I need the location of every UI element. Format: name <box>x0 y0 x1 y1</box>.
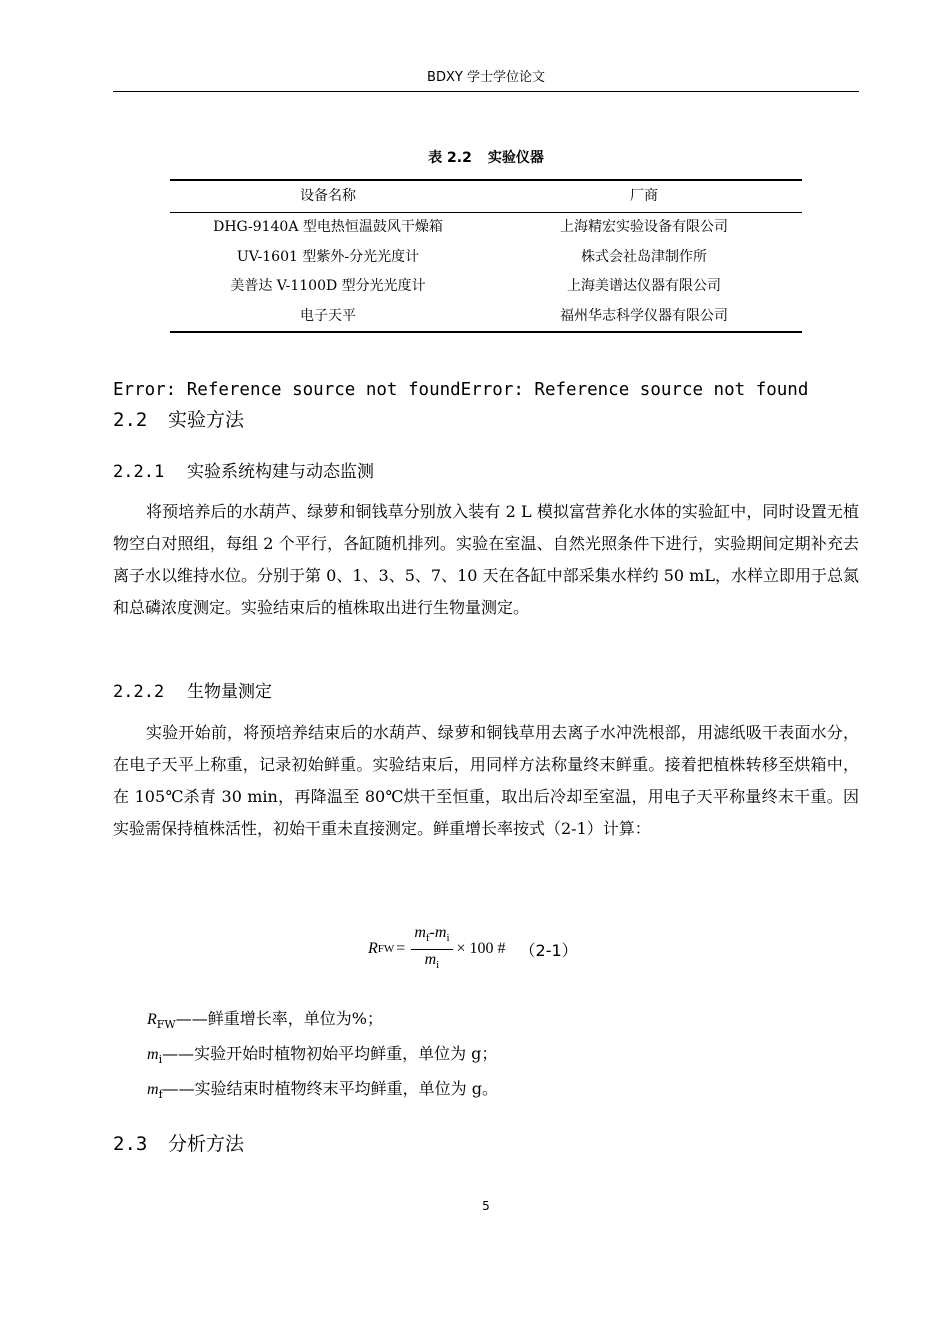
definition-symbol: R <box>147 1011 157 1028</box>
section-heading-2-2-1 <box>113 460 374 484</box>
formula-equals: = <box>396 940 406 957</box>
definition-symbol-sub: i <box>158 1053 163 1067</box>
definition-symbol: m <box>147 1046 159 1064</box>
table-caption-title: 实验仪器 <box>487 150 544 166</box>
table-cell-device: DHG-9140A 型电热恒温鼓风干燥箱 <box>213 219 443 235</box>
section-title: 实验系统构建与动态监测 <box>187 462 374 482</box>
definition-item <box>147 1039 498 1074</box>
section-heading-2-2-2 <box>113 680 272 704</box>
table-row <box>170 213 802 243</box>
definition-symbol-sub: FW <box>156 1018 176 1032</box>
definition-item <box>147 1004 498 1039</box>
definition-text: ——鲜重增长率，单位为%； <box>175 1009 383 1028</box>
equipment-table <box>170 179 802 333</box>
table-caption <box>170 149 802 167</box>
table-row <box>170 272 802 302</box>
formula-lhs-sub: FW <box>377 943 395 955</box>
formula-tail: × 100 # <box>456 940 506 957</box>
table-cell-device: UV-1601 型紫外-分光光度计 <box>236 248 420 265</box>
formula-equation-number: （2-1） <box>519 940 578 960</box>
section-heading-2-3 <box>113 1131 244 1157</box>
table-header-row <box>170 180 802 213</box>
symbol-definitions <box>147 1004 498 1110</box>
formula-lhs: R <box>368 940 378 957</box>
column-header-device: 设备名称 <box>170 180 486 213</box>
table-caption-number: 表 2.2 <box>428 150 472 166</box>
definition-text: ——实验开始时植物初始平均鲜重，单位为 g； <box>162 1044 498 1064</box>
definition-item <box>147 1074 498 1109</box>
definition-text: ——实验结束时植物终末平均鲜重，单位为 g。 <box>162 1079 498 1099</box>
table-cell-vendor: 福州华志科学仪器有限公司 <box>560 307 728 324</box>
section-number: 2.3 <box>113 1133 148 1155</box>
numerator-term-a: m <box>414 924 426 942</box>
paragraph-system-monitoring: 将预培养后的水葫芦、绿萝和铜钱草分别放入装有 2 L 模拟富营养化水体的实验缸中，同时设置无植物空白对照组，每组 2 个平行，各缸随机排列。实验在室温、自然光照条件下进行，实验期间定期补充去离子水以维持水位。分别于第 0、1、3、5、7、10 天在各缸中部采集水样约 50 mL，水样立即用于总氮和总磷浓度测定。实验结束后的植株取出进行生物量测定。 <box>113 502 859 617</box>
definition-symbol-sub: f <box>158 1088 163 1102</box>
table-cell-vendor: 上海美谱达仪器有限公司 <box>567 278 721 294</box>
section-number: 2.2.2 <box>113 682 165 702</box>
running-header: BDXY 学士学位论文 <box>113 70 859 92</box>
page-number: 5 <box>482 1199 490 1213</box>
numerator-term-b-sub: i <box>446 932 450 945</box>
definition-symbol: m <box>147 1081 159 1099</box>
section-number: 2.2 <box>113 409 148 431</box>
table-cell-vendor: 株式会社岛津制作所 <box>581 248 707 265</box>
table-row <box>170 302 802 333</box>
formula-denominator <box>425 950 440 975</box>
formula-fraction <box>411 923 452 974</box>
reference-error-text: Error: Reference source not foundError: Reference source not found <box>113 380 809 400</box>
formula-numerator <box>411 923 452 949</box>
section-title: 实验方法 <box>168 409 245 431</box>
section-number: 2.2.1 <box>113 462 165 482</box>
numerator-term-a-sub: f <box>425 932 430 945</box>
paragraph-biomass: 实验开始前，将预培养结束后的水葫芦、绿萝和铜钱草用去离子水冲洗根部，用滤纸吸干表面水分，在电子天平上称重，记录初始鲜重。实验结束后，用同样方法称量终末鲜重。接着把植株转移至烘箱中，在 105℃杀青 30 min，再降温至 80℃烘干至恒重，取出后冷却至室温，用电子天平称量终末干重。因实验需保持植株活性，初始干重未直接测定。鲜重增长率按式（2-1）计算： <box>113 723 859 838</box>
table-cell-vendor: 上海精宏实验设备有限公司 <box>560 219 728 235</box>
numerator-minus: - <box>429 924 435 942</box>
denominator-term: m <box>424 950 437 968</box>
table-cell-device: 电子天平 <box>300 307 356 324</box>
section-title: 生物量测定 <box>187 682 272 702</box>
column-header-vendor: 厂商 <box>486 180 802 213</box>
table-row <box>170 243 802 273</box>
numerator-term-b: m <box>434 924 447 942</box>
section-heading-2-2 <box>113 407 244 433</box>
denominator-term-sub: i <box>436 958 440 971</box>
formula-2-1 <box>368 924 578 974</box>
section-title: 分析方法 <box>168 1133 245 1155</box>
table-cell-device: 美普达 V-1100D 型分光光度计 <box>230 278 426 294</box>
